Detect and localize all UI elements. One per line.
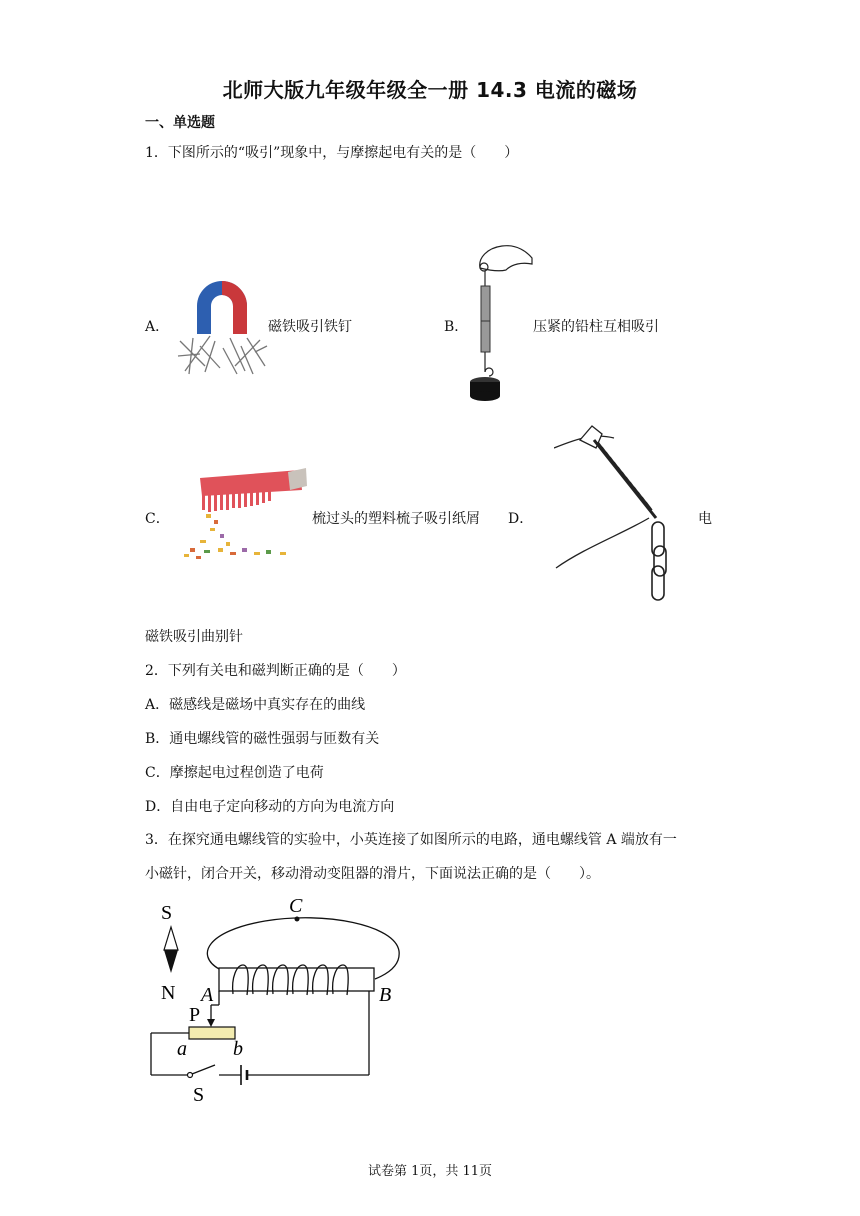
q2-option-b: B．通电螺线管的磁性强弱与匝数有关 bbox=[145, 731, 380, 747]
q1-option-d-letter: D． bbox=[508, 511, 534, 527]
q1-option-d-text-1: 电 bbox=[698, 511, 712, 527]
solenoid-circuit-diagram bbox=[145, 895, 415, 1105]
q1-option-d-text-2: 磁铁吸引曲别针 bbox=[145, 629, 243, 645]
q3-stem-line-1: 3．在探究通电螺线管的实验中，小英连接了如图所示的电路，通电螺线管 A 端放有一 bbox=[145, 832, 677, 848]
switch-contact bbox=[188, 1073, 193, 1078]
compass-s-label: S bbox=[161, 902, 173, 924]
slider-arrow bbox=[207, 1019, 215, 1027]
q2-option-d: D．自由电子定向移动的方向为电流方向 bbox=[145, 799, 395, 815]
q2-stem: 2．下列有关电和磁判断正确的是（ ） bbox=[145, 663, 406, 679]
horseshoe-magnet-nails-image bbox=[175, 276, 270, 376]
switch-s-label: S bbox=[193, 1084, 205, 1105]
q1-option-b-text: 压紧的铅柱互相吸引 bbox=[533, 319, 659, 335]
label-p: P bbox=[189, 1004, 201, 1026]
q2-option-a: A．磁感线是磁场中真实存在的曲线 bbox=[145, 697, 366, 713]
compass-n-label: N bbox=[161, 982, 176, 1004]
compass-needle-top bbox=[164, 927, 178, 950]
point-c bbox=[295, 917, 300, 922]
q1-option-a-text: 磁铁吸引铁钉 bbox=[268, 319, 352, 335]
q1-option-c-letter: C． bbox=[145, 511, 170, 527]
page-footer: 试卷第 1页，共 11页 bbox=[367, 1164, 493, 1179]
q1-option-a-letter: A． bbox=[145, 319, 170, 335]
compass-needle-bottom bbox=[164, 950, 178, 973]
q2-option-c: C．摩擦起电过程创造了电荷 bbox=[145, 765, 324, 781]
label-c: C bbox=[289, 895, 303, 917]
solenoid-core bbox=[219, 968, 374, 991]
label-b-end: B bbox=[379, 984, 392, 1006]
rheostat-a-label: a bbox=[177, 1038, 187, 1060]
section-heading: 一、单选题 bbox=[145, 115, 215, 131]
q1-option-c-text: 梳过头的塑料梳子吸引纸屑 bbox=[312, 511, 480, 527]
rheostat-b-label: b bbox=[233, 1038, 243, 1060]
page-title: 北师大版九年级年级全一册 14.3 电流的磁场 bbox=[222, 78, 638, 102]
q1-stem: 1．下图所示的“吸引”现象中，与摩擦起电有关的是（ ） bbox=[145, 145, 519, 161]
electromagnet-paper-clips-image bbox=[554, 418, 674, 604]
lead-cylinders-hand-image bbox=[462, 240, 537, 405]
switch-lever bbox=[192, 1065, 215, 1074]
label-a-end: A bbox=[201, 984, 214, 1006]
plastic-comb-paper-image bbox=[180, 468, 308, 560]
q1-option-b-letter: B． bbox=[444, 319, 469, 335]
q3-stem-line-2: 小磁针，闭合开关，移动滑动变阻器的滑片，下面说法正确的是（ ）。 bbox=[145, 866, 600, 882]
rheostat bbox=[189, 1027, 235, 1039]
